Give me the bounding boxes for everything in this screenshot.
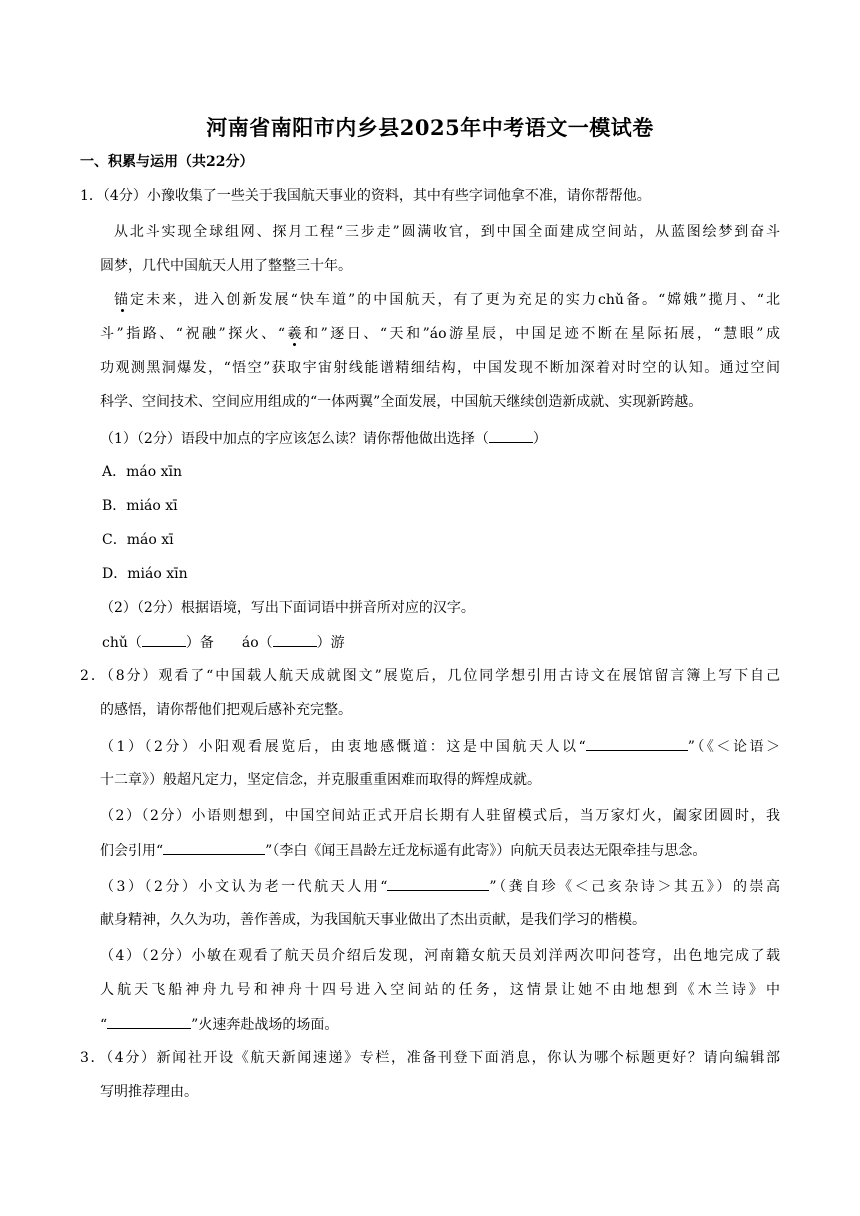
q2-part-4: 人航天飞船神舟九号和神舟十四号进入空间站的任务，这情景让她不由地想到《木兰诗》中 — [100, 982, 780, 998]
q1-passage-line: 圆梦，几代中国航天人用了整整三十年。 — [100, 258, 352, 274]
answer-blank[interactable] — [163, 840, 265, 855]
q1-passage-line: 功观测黑洞爆发，“悟空”获取宇宙射线能谱精细结构，中国发现不断加深着对时空的认知。通过空间 — [100, 360, 780, 376]
q1-subquestion-2: （2）（2分）根据语境，写出下面词语中拼音所对应的汉字。 — [100, 600, 475, 616]
section-heading: 一、积累与运用（共22分） — [80, 154, 254, 170]
answer-blank[interactable] — [142, 632, 186, 647]
question-1-stem: 1．（4分）小豫收集了一些关于我国航天事业的资料，其中有些字词他拿不准，请你帮帮他。 — [80, 188, 651, 204]
answer-blank[interactable] — [586, 736, 688, 751]
answer-blank[interactable] — [387, 876, 489, 891]
q2-part-3: （3）（2分）小文认为老一代航天人用“ ”（龚自珍《＜己亥杂诗＞其五》）的崇高 — [100, 876, 780, 897]
option-b[interactable]: B．miáo xī — [102, 498, 178, 514]
q2-part-2: （2）（2分）小语则想到，中国空间站正式开启长期有人驻留模式后，当万家灯火，阖家团圆时，我 — [100, 808, 780, 824]
option-a[interactable]: A．máo xīn — [102, 464, 183, 480]
q1-fill-line: chǔ（ ）备 áo（ ）游 — [102, 632, 345, 653]
question-2-stem: 2．（8分）观看了“中国载人航天成就图文”展览后，几位同学想引用古诗文在展馆留言簿上写下自己 — [80, 668, 780, 684]
question-2-stem: 的感悟，请你帮他们把观后感补充完整。 — [100, 702, 352, 718]
q1-passage-line: 锚定未来，进入创新发展“快车道”的中国航天，有了更为充足的实力chǔ备。“嫦娥”揽月、“北 — [114, 292, 780, 308]
q2-part-1: 十二章》）般超凡定力，坚定信念，并克服重重困难而取得的辉煌成就。 — [100, 772, 541, 788]
q1-passage-line: 斗”指路、“祝融”探火、“羲和”逐日、“天和”áo游星辰，中国足迹不断在星际拓展，“慧眼”成 — [100, 326, 780, 342]
q2-part-4: （4）（2分）小敏在观看了航天员介绍后发现，河南籍女航天员刘洋两次叩问苍穹，出色地完成了载 — [100, 948, 780, 964]
page-title: 河南省南阳市内乡县2025年中考语文一模试卷 — [206, 115, 654, 140]
dotted-char: 羲 — [285, 326, 305, 342]
q2-part-2: 们会引用“ ”（李白《闻王昌龄左迁龙标遥有此寄》）向航天员表达无限牵挂与思念。 — [100, 840, 706, 861]
q1-subquestion-1: （1）（2分）语段中加点的字应该怎么读？请你帮他做出选择（ ） — [100, 428, 547, 449]
option-d[interactable]: D．miáo xīn — [102, 566, 188, 582]
q1-passage-line: 从北斗实现全球组网、探月工程“三步走”圆满收官，到中国全面建成空间站，从蓝图绘梦到奋斗 — [114, 224, 780, 240]
answer-blank[interactable] — [273, 632, 317, 647]
dotted-char: 锚 — [114, 292, 131, 308]
q1-passage-line: 科学、空间技术、空间应用组成的“一体两翼”全面发展，中国航天继续创造新成就、实现新跨越。 — [100, 394, 703, 410]
q2-part-3: 献身精神，久久为功，善作善成，为我国航天事业做出了杰出贡献，是我们学习的楷模。 — [100, 912, 646, 928]
answer-blank[interactable] — [107, 1014, 191, 1029]
question-3-stem: 写明推荐理由。 — [100, 1084, 198, 1100]
q2-part-4: “ ”火速奔赴战场的场面。 — [100, 1014, 338, 1035]
option-c[interactable]: C．máo xī — [102, 532, 174, 548]
answer-blank[interactable] — [489, 428, 533, 443]
q2-part-1: （1）（2分）小阳观看展览后，由衷地感慨道：这是中国航天人以“ ”（《＜论语＞ — [100, 736, 780, 757]
question-3-stem: 3．（4分）新闻社开设《航天新闻速递》专栏，准备刊登下面消息，你认为哪个标题更好？请向编辑部 — [80, 1050, 780, 1066]
